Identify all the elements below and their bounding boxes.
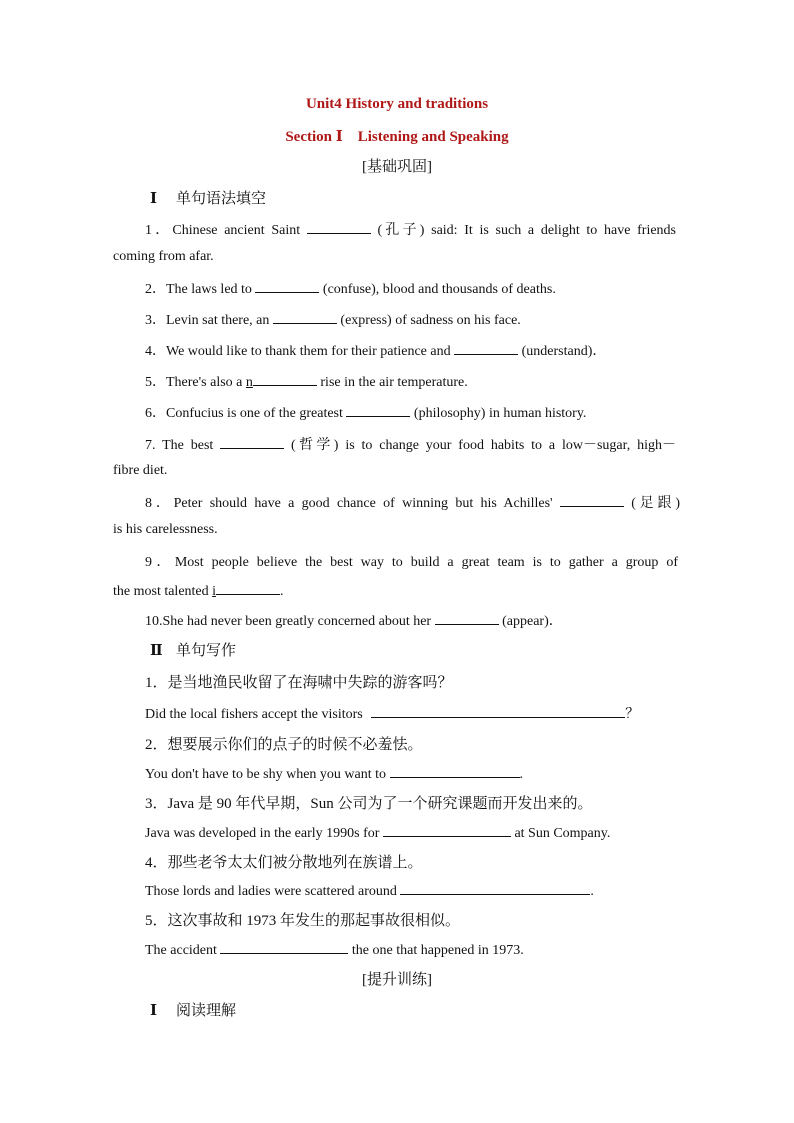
unit-title: Unit4 History and traditions	[305, 96, 489, 112]
translation-item-4-cn: 4．那些老爷太太们被分散地列在族谱上。	[145, 855, 423, 871]
answer-blank[interactable]	[346, 403, 410, 417]
exercise-item-1-cont: coming from afar.	[113, 249, 214, 264]
part2-heading	[150, 639, 236, 660]
answer-blank[interactable]	[400, 881, 590, 895]
answer-blank[interactable]	[216, 581, 280, 595]
answer-blank[interactable]	[390, 764, 520, 778]
translation-item-4-en: Those lords and ladies were scattered around .	[145, 881, 594, 900]
exercise-item-7: 7. The best (哲学) is to change your food habits to a low－sugar, high－	[145, 434, 676, 454]
reading-heading	[150, 999, 236, 1020]
basic-consolidation-label: [基础巩固]	[362, 159, 432, 175]
translation-item-2-en: You don't have to be shy when you want to .	[145, 764, 523, 783]
exercise-item-2: 2．The laws led to (confuse), blood and thousands of deaths.	[145, 278, 556, 298]
answer-blank[interactable]	[454, 341, 518, 355]
exercise-item-9: 9．Most people believe the best way to build a great team is to gather a group of	[145, 555, 678, 570]
answer-blank[interactable]	[220, 435, 284, 449]
exercise-item-3: 3．Levin sat there, an (express) of sadness on his face.	[145, 309, 521, 329]
reading-number: Ⅰ	[150, 1003, 158, 1019]
exercise-item-5: 5．There's also a n rise in the air temperature.	[145, 371, 468, 391]
part1-number: Ⅰ	[150, 191, 158, 207]
part1-heading	[150, 187, 266, 208]
answer-blank[interactable]	[273, 310, 337, 324]
part1-title: 单句语法填空	[176, 191, 267, 207]
exercise-item-10: 10.She had never been greatly concerned about her (appear)．	[145, 610, 563, 630]
improvement-training-label: [提升训练]	[362, 972, 432, 988]
answer-blank[interactable]	[435, 611, 499, 625]
answer-blank[interactable]	[307, 220, 371, 234]
answer-blank[interactable]	[560, 493, 624, 507]
answer-blank[interactable]	[253, 372, 317, 386]
translation-item-1-en: Did the local fishers accept the visitors ？	[145, 703, 639, 723]
exercise-item-6: 6．Confucius is one of the greatest (philosophy) in human history.	[145, 402, 586, 422]
exercise-item-1: 1．Chinese ancient Saint (孔子) said: It is such a delight to have friends	[145, 219, 676, 239]
exercise-item-8-cont: is his carelessness.	[113, 522, 218, 537]
section-title: Section Ⅰ Listening and Speaking	[285, 129, 509, 145]
exercise-item-4: 4．We would like to thank them for their patience and (understand)．	[145, 340, 606, 360]
part2-title: 单句写作	[176, 643, 237, 659]
exercise-item-8: 8．Peter should have a good chance of winning but his Achilles' (足跟)	[145, 492, 680, 512]
part2-number: Ⅱ	[150, 643, 163, 659]
translation-item-1-cn: 1．是当地渔民收留了在海啸中失踪的游客吗？	[145, 675, 453, 691]
translation-item-3-cn: 3．Java 是 90 年代早期，Sun 公司为了一个研究课题而开发出来的。	[145, 796, 593, 812]
translation-item-3-en: Java was developed in the early 1990s for at Sun Company.	[145, 823, 610, 842]
exercise-item-9-cont: the most talented i .	[113, 581, 284, 600]
answer-blank[interactable]	[383, 823, 511, 837]
translation-item-5-cn: 5．这次事故和 1973 年发生的那起事故很相似。	[145, 913, 461, 929]
answer-blank[interactable]	[255, 279, 319, 293]
reading-title: 阅读理解	[176, 1003, 237, 1019]
translation-item-5-en: The accident the one that happened in 1973.	[145, 940, 524, 959]
answer-blank[interactable]	[371, 704, 625, 718]
answer-blank[interactable]	[220, 940, 348, 954]
translation-item-2-cn: 2．想要展示你们的点子的时候不必羞怯。	[145, 737, 423, 753]
exercise-item-7-cont: fibre diet.	[113, 463, 168, 478]
